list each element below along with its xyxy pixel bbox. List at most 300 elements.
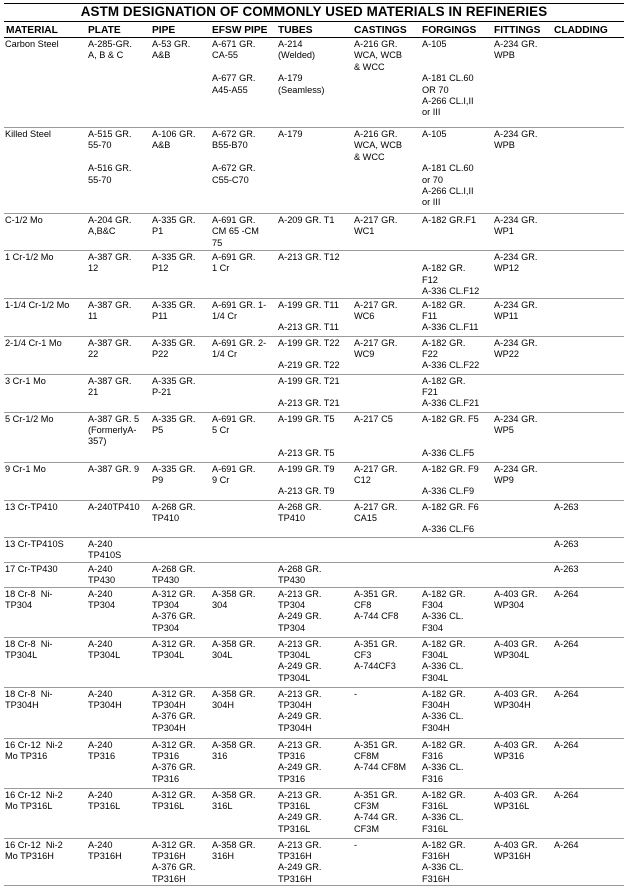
- cell-line: A&B: [152, 140, 171, 151]
- castings-cell: [352, 537, 420, 562]
- castings-cell: [352, 738, 420, 788]
- efsw-pipe-cell: [210, 374, 276, 412]
- cell-line: [422, 425, 490, 436]
- cell-line: [422, 475, 490, 486]
- material-cell: [4, 374, 86, 412]
- efsw-pipe-cell: [210, 838, 276, 886]
- forgings-cell: [420, 214, 492, 251]
- cell-line: 304H: [212, 700, 234, 711]
- cell-line: A-358 GR.: [212, 588, 256, 599]
- cell-line: A-691 GR. 2-: [212, 337, 267, 348]
- cell-line: CF3M: [354, 823, 380, 834]
- cell-line: WPB: [494, 140, 515, 151]
- cell-line: CF3M: [354, 801, 380, 812]
- table-row: [4, 562, 624, 587]
- cell-line: [422, 62, 490, 73]
- castings-cell: [352, 687, 420, 738]
- cell-line: A,B&C: [88, 226, 116, 237]
- cell-line: A-335 GR.: [152, 463, 196, 474]
- efsw-pipe-cell: [210, 412, 276, 462]
- cell-line: TP316L: [152, 801, 185, 812]
- cell-line: Carbon Steel: [5, 39, 59, 49]
- cell-line: [278, 387, 350, 398]
- cell-line: WP304L: [494, 650, 530, 661]
- cell-line: A-691 GR. 1-: [212, 299, 267, 310]
- cell-line: A-217 GR.: [354, 299, 398, 310]
- plate-cell: [86, 412, 150, 462]
- cell-line: A-266 CL.I,II: [422, 96, 474, 107]
- forgings-cell: [420, 128, 492, 214]
- cell-line: 18 Cr-8 Ni-: [5, 588, 53, 599]
- castings-cell: [352, 251, 420, 299]
- cell-line: 5 Cr: [212, 425, 230, 436]
- cell-line: A&B: [152, 50, 171, 61]
- cell-line: TP316L: [278, 801, 311, 812]
- fittings-cell: [492, 412, 552, 462]
- tubes-cell: [276, 38, 352, 128]
- cell-line: P9: [152, 475, 164, 486]
- cell-line: TP316: [278, 751, 306, 762]
- cell-line: A-358 GR.: [212, 739, 256, 750]
- cell-line: CF8M: [354, 751, 380, 762]
- cell-line: [494, 564, 550, 575]
- material-cell: [4, 687, 86, 738]
- cell-line: F304H: [422, 722, 450, 733]
- cell-line: A-336 CL.F21: [422, 398, 480, 409]
- cell-line: A-234 GR.: [494, 337, 538, 348]
- cell-line: A-234 GR.: [494, 129, 538, 139]
- cell-line: or III: [422, 197, 441, 208]
- cell-line: TP316L: [278, 823, 311, 834]
- cell-line: 9 Cr-1 Mo: [5, 463, 46, 474]
- fittings-cell: [492, 251, 552, 299]
- cell-line: -: [354, 839, 358, 850]
- cell-line: 55-70: [88, 174, 112, 185]
- tubes-cell: [276, 462, 352, 500]
- cell-line: A-240TP410: [88, 501, 140, 512]
- cell-line: A-209 GR. T1: [278, 215, 335, 225]
- cell-line: [554, 376, 622, 387]
- cell-line: A-182 GR.: [422, 375, 466, 386]
- cell-line: A-213 GR. T9: [278, 486, 335, 497]
- cell-line: P-21: [152, 387, 172, 398]
- cell-line: [212, 502, 274, 513]
- table-row: [4, 412, 624, 462]
- material-cell: [4, 38, 86, 128]
- cell-line: WC1: [354, 226, 375, 237]
- cell-line: A-234 GR.: [494, 39, 538, 49]
- cell-line: A-264: [554, 789, 579, 800]
- cell-line: F22: [422, 349, 438, 360]
- cell-line: 5 Cr-1/2 Mo: [5, 413, 54, 424]
- cell-line: [354, 564, 418, 575]
- cell-line: CM 65 -CM: [212, 226, 259, 237]
- cell-line: TP316H: [278, 851, 312, 862]
- cell-line: [422, 539, 490, 550]
- plate-cell: [86, 336, 150, 374]
- cell-line: A-312 GR.: [152, 839, 196, 850]
- cell-line: A-336 CL.: [422, 762, 464, 773]
- cell-line: WP1: [494, 226, 514, 237]
- cell-line: TP304: [88, 600, 116, 611]
- cell-line: TP316H: [152, 851, 186, 862]
- castings-cell: [352, 500, 420, 537]
- cell-line: [494, 502, 550, 513]
- cell-line: A-312 GR.: [152, 688, 196, 699]
- forgings-cell: [420, 687, 492, 738]
- castings-cell: [352, 462, 420, 500]
- efsw-pipe-cell: [210, 687, 276, 738]
- efsw-pipe-cell: [210, 214, 276, 251]
- cell-line: A-312 GR.: [152, 739, 196, 750]
- cell-line: A-106 GR.: [152, 129, 196, 139]
- cell-line: A-199 GR. T22: [278, 337, 340, 348]
- cell-line: A-204 GR.: [88, 215, 132, 225]
- table-row: [4, 462, 624, 500]
- cell-line: A-213 GR.: [278, 739, 322, 750]
- cell-line: [278, 425, 350, 436]
- fittings-cell: [492, 587, 552, 637]
- cell-line: 316L: [212, 801, 233, 812]
- cell-line: A-335 GR.: [152, 337, 196, 348]
- cell-line: A-672 GR.: [212, 163, 256, 174]
- cladding-cell: [552, 462, 624, 500]
- cell-line: A-199 GR. T5: [278, 413, 335, 424]
- cell-line: A-264: [554, 688, 579, 699]
- cell-line: A-213 GR.: [278, 789, 322, 800]
- material-cell: [4, 462, 86, 500]
- cell-line: A-182 GR.: [422, 688, 466, 699]
- cell-line: P22: [152, 349, 169, 360]
- castings-cell: [352, 214, 420, 251]
- tubes-cell: [276, 298, 352, 336]
- table-row: [4, 214, 624, 251]
- cell-line: A-217 GR.: [354, 337, 398, 348]
- cell-line: A-672 GR.: [212, 129, 256, 139]
- cell-line: 1/4 Cr: [212, 311, 238, 322]
- pipe-cell: [150, 738, 210, 788]
- cell-line: TP410: [278, 513, 306, 524]
- cell-line: 12: [88, 263, 99, 274]
- table-row: [4, 687, 624, 738]
- cell-line: A-217 GR.: [354, 215, 398, 225]
- cell-line: A-387 GR.: [88, 299, 132, 310]
- cell-line: 304L: [212, 650, 233, 661]
- cell-line: A-181 CL.60: [422, 73, 474, 84]
- cell-line: 13 Cr-TP410: [5, 501, 58, 512]
- cell-line: TP304H: [5, 700, 39, 711]
- table-row: [4, 788, 624, 838]
- plate-cell: [86, 251, 150, 299]
- cell-line: (Welded): [278, 50, 316, 61]
- pipe-cell: [150, 537, 210, 562]
- material-cell: [4, 251, 86, 299]
- cell-line: A-266 CL.I,II: [422, 186, 474, 197]
- cell-line: A-387 GR.: [88, 375, 132, 386]
- cell-line: & WCC: [354, 61, 385, 72]
- forgings-cell: [420, 637, 492, 687]
- cell-line: 3 Cr-1 Mo: [5, 375, 46, 386]
- cell-line: TP316: [88, 751, 116, 762]
- cell-line: A-351 GR.: [354, 789, 398, 800]
- cladding-cell: [552, 537, 624, 562]
- cell-line: A-335 GR.: [152, 215, 196, 225]
- cell-line: A-312 GR.: [152, 789, 196, 800]
- table-row: [4, 251, 624, 299]
- forgings-cell: [420, 336, 492, 374]
- forgings-cell: [420, 412, 492, 462]
- cell-line: P1: [152, 226, 164, 237]
- cell-line: 18 Cr-8 Ni-: [5, 638, 53, 649]
- material-cell: [4, 412, 86, 462]
- cell-line: A-336 CL.F5: [422, 447, 475, 458]
- cell-line: [278, 539, 350, 550]
- cell-line: F316H: [422, 851, 450, 862]
- pipe-cell: [150, 500, 210, 537]
- cell-line: TP304H: [152, 700, 186, 711]
- table-row: [4, 537, 624, 562]
- cell-line: A-217 C5: [354, 413, 393, 424]
- cell-line: A-516 GR.: [88, 163, 132, 174]
- cell-line: A-213 GR. T11: [278, 322, 339, 333]
- cell-line: [422, 252, 490, 263]
- cladding-cell: [552, 838, 624, 886]
- cell-line: F316H: [422, 873, 450, 884]
- cell-line: [422, 436, 490, 447]
- forgings-cell: [420, 374, 492, 412]
- cell-line: 316: [212, 751, 228, 762]
- cell-line: A-240: [88, 638, 113, 649]
- cell-line: WP5: [494, 425, 514, 436]
- castings-cell: [352, 788, 420, 838]
- cell-line: A-182 GR. F6: [422, 501, 479, 512]
- cell-line: A-263: [554, 538, 579, 549]
- cell-line: A-515 GR.: [88, 129, 132, 139]
- pipe-cell: [150, 687, 210, 738]
- cell-line: A-234 GR.: [494, 463, 538, 474]
- cell-line: C12: [354, 475, 371, 486]
- cell-line: A-358 GR.: [212, 638, 256, 649]
- plate-cell: [86, 500, 150, 537]
- cell-line: (Seamless): [278, 84, 325, 95]
- cell-line: 9 Cr: [212, 475, 230, 486]
- forgings-cell: [420, 587, 492, 637]
- cell-line: A-199 GR. T11: [278, 299, 339, 310]
- cell-line: A-264: [554, 638, 579, 649]
- document-title: ASTM DESIGNATION OF COMMONLY USED MATERIALS IN REFINERIES: [4, 3, 624, 22]
- cell-line: OR 70: [422, 84, 449, 95]
- cell-line: 18 Cr-8 Ni-: [5, 688, 53, 699]
- fittings-cell: [492, 838, 552, 886]
- tubes-cell: [276, 412, 352, 462]
- cell-line: [278, 349, 350, 360]
- cell-line: A-234 GR.: [494, 299, 538, 310]
- cell-line: A-387 GR.: [88, 252, 132, 262]
- cell-line: A-403 GR.: [494, 789, 538, 800]
- cell-line: A-336 CL.F9: [422, 486, 475, 497]
- table-row: [4, 838, 624, 886]
- efsw-pipe-cell: [210, 38, 276, 128]
- cell-line: WP304: [494, 600, 525, 611]
- column-header: FITTINGS: [492, 22, 552, 38]
- fittings-cell: [492, 336, 552, 374]
- cladding-cell: [552, 788, 624, 838]
- fittings-cell: [492, 562, 552, 587]
- castings-cell: [352, 374, 420, 412]
- cell-line: WP316L: [494, 801, 530, 812]
- cell-line: A-240: [88, 739, 113, 750]
- plate-cell: [86, 537, 150, 562]
- cell-line: [554, 39, 622, 50]
- tubes-cell: [276, 336, 352, 374]
- material-cell: [4, 214, 86, 251]
- forgings-cell: [420, 462, 492, 500]
- cell-line: A-182 GR. F9: [422, 463, 479, 474]
- cell-line: WP9: [494, 475, 514, 486]
- cell-line: A-179: [278, 129, 303, 139]
- efsw-pipe-cell: [210, 462, 276, 500]
- cell-line: [422, 564, 490, 575]
- efsw-pipe-cell: [210, 251, 276, 299]
- cell-line: A-336 CL.: [422, 812, 464, 823]
- cell-line: A-691 GR.: [212, 463, 256, 474]
- cell-line: A-358 GR.: [212, 688, 256, 699]
- plate-cell: [86, 587, 150, 637]
- tubes-cell: [276, 738, 352, 788]
- cell-line: A-182 GR.: [422, 299, 466, 310]
- cell-line: F304: [422, 600, 443, 611]
- cell-line: A-376 GR.: [152, 862, 196, 873]
- cell-line: TP316H: [88, 851, 122, 862]
- cell-line: 16 Cr-12 Ni-2: [5, 839, 63, 850]
- cell-line: F316L: [422, 801, 449, 812]
- cell-line: A-312 GR.: [152, 588, 196, 599]
- column-header: CASTINGS: [352, 22, 420, 38]
- plate-cell: [86, 298, 150, 336]
- cell-line: (FormerlyA-: [88, 425, 137, 436]
- castings-cell: [352, 637, 420, 687]
- cell-line: A-214: [278, 39, 303, 49]
- pipe-cell: [150, 788, 210, 838]
- cell-line: A-376 GR.: [152, 711, 196, 722]
- cell-line: A-351 GR.: [354, 638, 398, 649]
- cell-line: A-336 CL.: [422, 711, 464, 722]
- cell-line: F316: [422, 773, 443, 784]
- material-cell: [4, 537, 86, 562]
- cell-line: A-240: [88, 538, 113, 549]
- material-cell: [4, 500, 86, 537]
- castings-cell: [352, 838, 420, 886]
- material-cell: [4, 298, 86, 336]
- cell-line: A-179: [278, 73, 303, 84]
- cell-line: F21: [422, 387, 438, 398]
- cell-line: A-249 GR.: [278, 661, 322, 672]
- cell-line: A-182 GR.: [422, 739, 466, 750]
- cell-line: A-336 CL.: [422, 661, 464, 672]
- cell-line: TP304L: [278, 650, 311, 661]
- cell-line: [212, 564, 274, 575]
- cell-line: [554, 414, 622, 425]
- cell-line: TP316: [152, 773, 180, 784]
- cell-line: [278, 475, 350, 486]
- efsw-pipe-cell: [210, 336, 276, 374]
- material-cell: [4, 587, 86, 637]
- tubes-cell: [276, 537, 352, 562]
- cell-line: A-268 GR.: [152, 501, 196, 512]
- cell-line: A-268 GR.: [152, 563, 196, 574]
- tubes-cell: [276, 587, 352, 637]
- efsw-pipe-cell: [210, 788, 276, 838]
- pipe-cell: [150, 128, 210, 214]
- cell-line: TP304L: [152, 650, 185, 661]
- plate-cell: [86, 738, 150, 788]
- cell-line: A45-A55: [212, 84, 248, 95]
- cell-line: A-264: [554, 839, 579, 850]
- cell-line: TP304: [5, 600, 33, 611]
- cell-line: A-213 GR.: [278, 688, 322, 699]
- castings-cell: [352, 128, 420, 214]
- tubes-cell: [276, 637, 352, 687]
- cell-line: CF3: [354, 650, 372, 661]
- cell-line: WP12: [494, 263, 520, 274]
- cell-line: WCA, WCB: [354, 140, 402, 151]
- material-cell: [4, 562, 86, 587]
- material-cell: [4, 128, 86, 214]
- fittings-cell: [492, 38, 552, 128]
- cell-line: A-403 GR.: [494, 588, 538, 599]
- cell-line: A-182 GR.F1: [422, 215, 477, 225]
- cell-line: F316: [422, 751, 443, 762]
- cell-line: A-376 GR.: [152, 762, 196, 773]
- material-cell: [4, 838, 86, 886]
- cell-line: A-358 GR.: [212, 839, 256, 850]
- cell-line: [422, 50, 490, 61]
- cell-line: A-182 GR.: [422, 839, 466, 850]
- cell-line: A-249 GR.: [278, 812, 322, 823]
- cell-line: [554, 464, 622, 475]
- pipe-cell: [150, 562, 210, 587]
- table-row: [4, 374, 624, 412]
- cell-line: A-312 GR.: [152, 638, 196, 649]
- cell-line: A-264: [554, 739, 579, 750]
- cell-line: [212, 152, 274, 163]
- cell-line: 16 Cr-12 Ni-2: [5, 739, 63, 750]
- column-header: CLADDING: [552, 22, 624, 38]
- cell-line: [422, 152, 490, 163]
- cell-line: A-403 GR.: [494, 739, 538, 750]
- tubes-cell: [276, 251, 352, 299]
- cladding-cell: [552, 374, 624, 412]
- cell-line: A-403 GR.: [494, 638, 538, 649]
- cell-line: [554, 300, 622, 311]
- cell-line: [554, 129, 622, 140]
- table-row: [4, 738, 624, 788]
- cell-line: A-249 GR.: [278, 862, 322, 873]
- cell-line: TP304L: [278, 672, 311, 683]
- material-cell: [4, 738, 86, 788]
- cell-line: [354, 376, 418, 387]
- cladding-cell: [552, 587, 624, 637]
- pipe-cell: [150, 38, 210, 128]
- cell-line: A-387 GR.: [88, 337, 132, 348]
- plate-cell: [86, 562, 150, 587]
- cell-line: WCA, WCB: [354, 50, 402, 61]
- cell-line: TP316H: [278, 873, 312, 884]
- cell-line: A-376 GR.: [152, 611, 196, 622]
- forgings-cell: [420, 251, 492, 299]
- cell-line: TP304: [278, 600, 306, 611]
- castings-cell: [352, 412, 420, 462]
